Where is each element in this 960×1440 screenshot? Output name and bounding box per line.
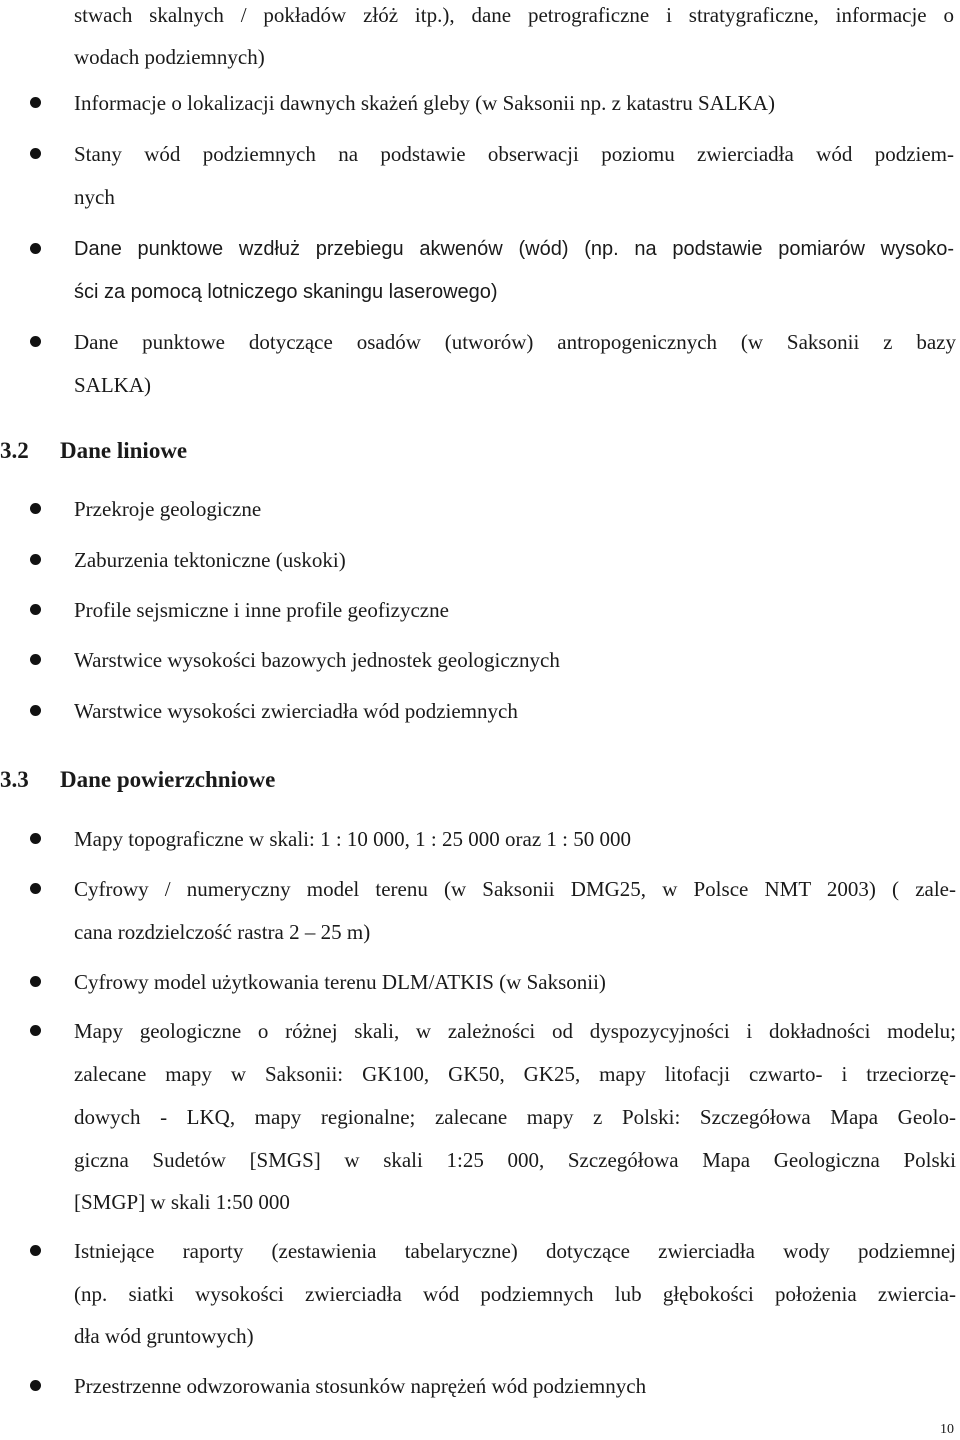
bullet-icon xyxy=(30,705,41,716)
bullet-icon xyxy=(30,976,41,987)
list-a-item-3-line-2: ści za pomocą lotniczego skaningu laserowego) xyxy=(74,281,498,303)
section-number: 3.2 xyxy=(0,438,29,463)
list-b-item: Profile sejsmiczne i inne profile geofizyczne xyxy=(74,598,449,622)
bullet-icon xyxy=(30,97,41,108)
list-c-item-4-line-5: [SMGP] w skali 1:50 000 xyxy=(74,1190,290,1214)
list-c-item-4-line-1: Mapy geologiczne o różnej skali, w zależności od dyspozycyjności i dokładności modelu; xyxy=(74,1019,956,1043)
list-c-item-5-line-1: Istniejące raporty (zestawienia tabelaryczne) dotyczące zwierciadła wody podziemnej xyxy=(74,1239,956,1263)
list-c-item-2-line-1: Cyfrowy / numeryczny model terenu (w Saksonii DMG25, w Polsce NMT 2003) ( zale- xyxy=(74,877,956,901)
bullet-icon xyxy=(30,1245,41,1256)
list-a-item-3-line-1: Dane punktowe wzdłuż przebiegu akwenów (wód) (np. na podstawie pomiarów wysoko- xyxy=(74,238,954,260)
list-b-item: Warstwice wysokości bazowych jednostek geologicznych xyxy=(74,648,560,672)
section-title: Dane powierzchniowe xyxy=(60,767,276,792)
list-a-item-1: Informacje o lokalizacji dawnych skażeń gleby (w Saksonii np. z katastru SALKA) xyxy=(74,91,775,115)
bullet-icon xyxy=(30,654,41,665)
list-b-item: Warstwice wysokości zwierciadła wód podziemnych xyxy=(74,699,518,723)
bullet-icon xyxy=(30,604,41,615)
list-c-item-4-line-2: zalecane mapy w Saksonii: GK100, GK50, GK25, mapy litofacji czwarto- i trzeciorzę- xyxy=(74,1062,956,1086)
section-number: 3.3 xyxy=(0,767,29,792)
bullet-icon xyxy=(30,833,41,844)
bullet-icon xyxy=(30,554,41,565)
list-a-item-2-line-1: Stany wód podziemnych na podstawie obserwacji poziomu zwierciadła wód podziem- xyxy=(74,142,954,166)
bullet-icon xyxy=(30,1025,41,1036)
intro-line-2: wodach podziemnych) xyxy=(74,45,265,69)
list-c-item-6: Przestrzenne odwzorowania stosunków naprężeń wód podziemnych xyxy=(74,1374,647,1398)
intro-line-1: stwach skalnych / pokładów złóż itp.), dane petrograficzne i stratygraficzne, informacje o xyxy=(74,3,954,27)
bullet-icon xyxy=(30,1380,41,1391)
list-b-item: Przekroje geologiczne xyxy=(74,497,262,521)
list-a-item-4-line-2: SALKA) xyxy=(74,373,151,397)
list-c-item-4-line-3: dowych - LKQ, mapy regionalne; zalecane mapy z Polski: Szczegółowa Mapa Geolo- xyxy=(74,1105,956,1129)
list-a-item-2-line-2: nych xyxy=(74,185,115,209)
bullet-icon xyxy=(30,148,41,159)
section-title: Dane liniowe xyxy=(60,438,188,463)
bullet-icon xyxy=(30,243,41,254)
list-b-item: Zaburzenia tektoniczne (uskoki) xyxy=(74,548,346,572)
list-c-item-1: Mapy topograficzne w skali: 1 : 10 000, 1 : 25 000 oraz 1 : 50 000 xyxy=(74,827,631,851)
bullet-icon xyxy=(30,503,41,514)
list-a-item-4-line-1: Dane punktowe dotyczące osadów (utworów) antropogenicznych (w Saksonii z bazy xyxy=(74,330,956,354)
page-number: 10 xyxy=(940,1422,954,1437)
bullet-icon xyxy=(30,883,41,894)
list-c-item-3: Cyfrowy model użytkowania terenu DLM/ATKIS (w Saksonii) xyxy=(74,970,606,994)
list-c-item-4-line-4: giczna Sudetów [SMGS] w skali 1:25 000, Szczegółowa Mapa Geologiczna Polski xyxy=(74,1148,956,1172)
list-c-item-5-line-3: dła wód gruntowych) xyxy=(74,1324,254,1348)
list-c-item-5-line-2: (np. siatki wysokości zwierciadła wód podziemnych lub głębokości położenia zwiercia- xyxy=(74,1282,956,1306)
bullet-icon xyxy=(30,336,41,347)
list-c-item-2-line-2: cana rozdzielczość rastra 2 – 25 m) xyxy=(74,920,371,944)
